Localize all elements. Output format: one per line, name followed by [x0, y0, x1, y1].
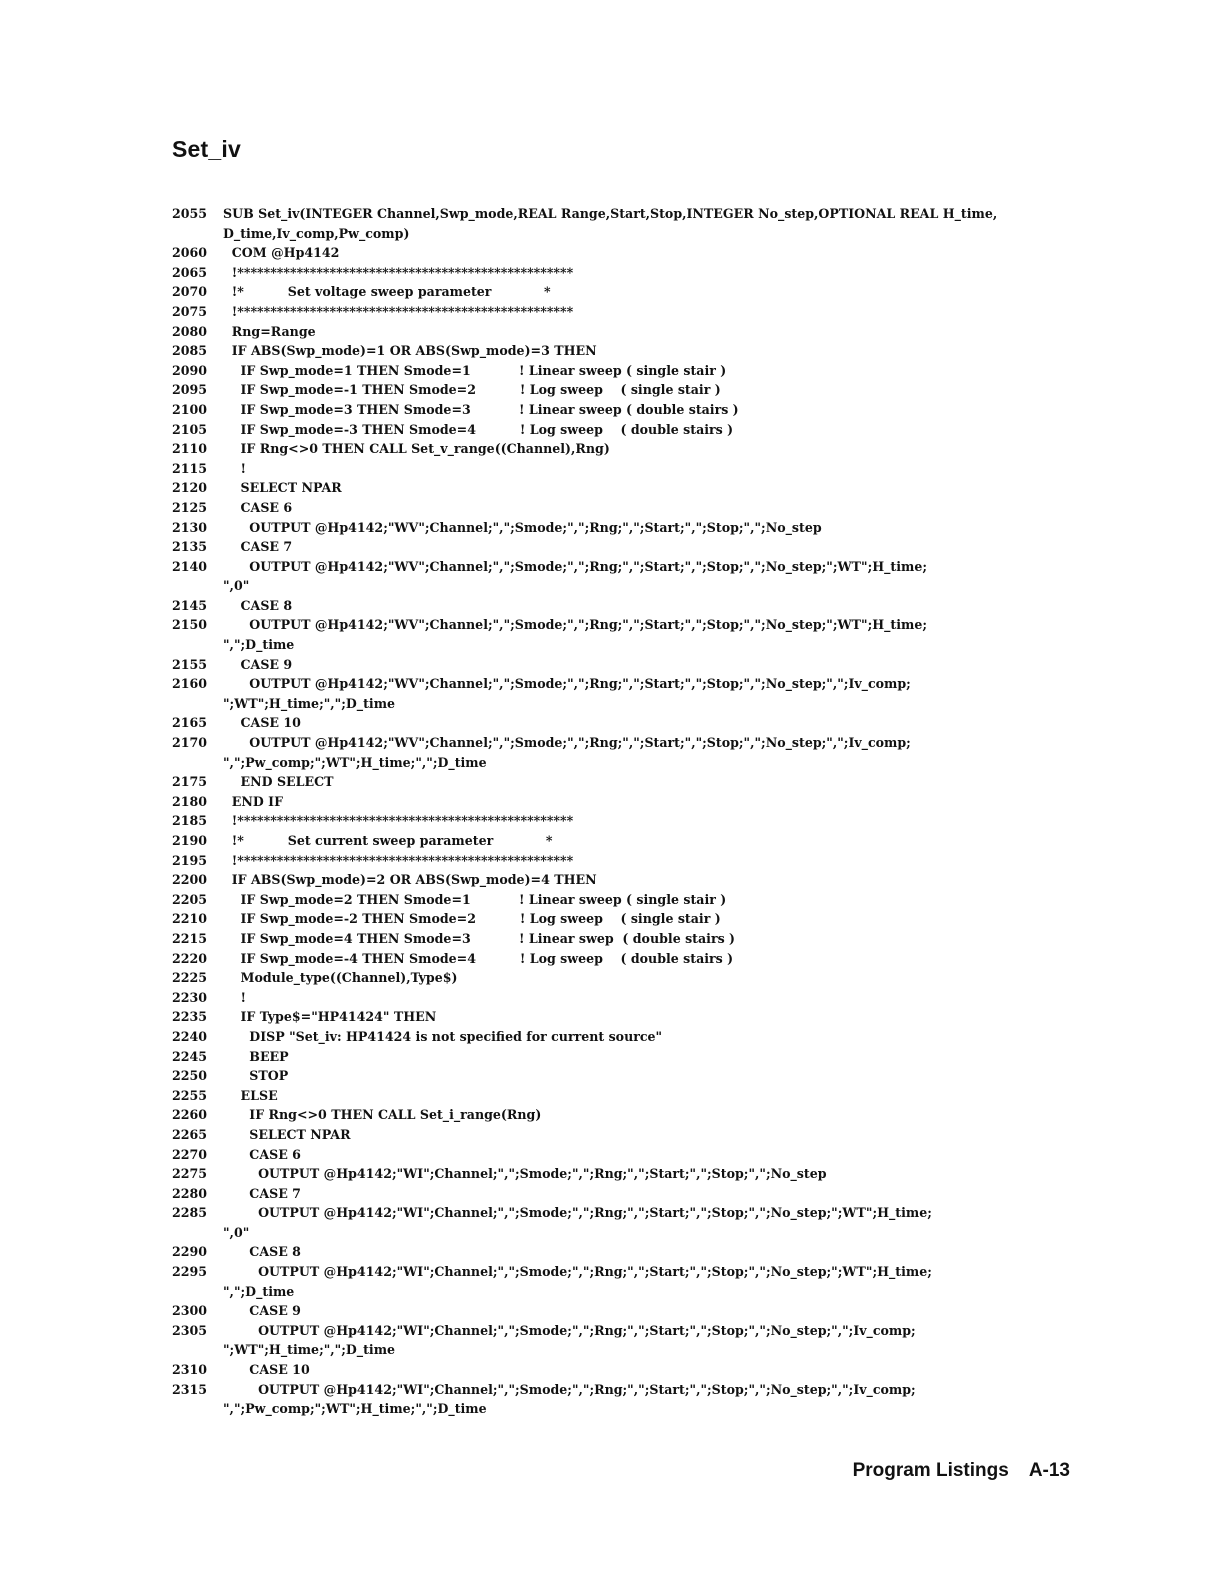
code-text: CASE 10: [223, 715, 301, 731]
code-line: [172, 909, 1052, 929]
line-number: 2310: [172, 1362, 208, 1378]
code-text: IF Swp_mode=-4 THEN Smode=4 ! Log sweep ( double stairs ): [223, 950, 734, 966]
line-number: 2200: [172, 872, 208, 888]
code-line: [172, 1125, 1052, 1145]
line-number: 2140: [172, 558, 208, 574]
line-number: 2285: [172, 1205, 208, 1221]
code-text: IF ABS(Swp_mode)=1 OR ABS(Swp_mode)=3 THEN: [223, 343, 597, 359]
code-line: [172, 635, 1052, 655]
code-line: [172, 1321, 1052, 1341]
code-line: [172, 1262, 1052, 1282]
line-number: 2155: [172, 656, 208, 672]
line-number: 2060: [172, 245, 208, 261]
code-text: ",";Pw_comp;";WT";H_time;",";D_time: [223, 754, 487, 770]
page-footer: [853, 1460, 1070, 1482]
code-text: CASE 9: [223, 1303, 301, 1319]
code-line: [172, 713, 1052, 733]
code-text: Rng=Range: [223, 323, 316, 339]
line-number: 2110: [172, 441, 208, 457]
code-text: OUTPUT @Hp4142;"WI";Channel;",";Smode;",";Rng;",";Start;",";Stop;",";No_step;";WT";H_time;: [223, 1205, 932, 1221]
code-text: CASE 6: [223, 499, 293, 515]
code-text: !: [223, 989, 247, 1005]
code-line: [172, 243, 1052, 263]
code-text: OUTPUT @Hp4142;"WI";Channel;",";Smode;",";Rng;",";Start;",";Stop;",";No_step;",";Iv_comp;: [223, 1381, 916, 1397]
code-text: CASE 10: [223, 1362, 310, 1378]
code-line: [172, 988, 1052, 1008]
code-text: OUTPUT @Hp4142;"WV";Channel;",";Smode;",";Rng;",";Start;",";Stop;",";No_step;";WT";H_time;: [223, 558, 928, 574]
code-text: ",0": [223, 1224, 250, 1240]
code-text: !* Set current sweep parameter *: [223, 833, 553, 848]
code-line: [172, 1007, 1052, 1027]
code-line: [172, 870, 1052, 890]
code-line: [172, 361, 1052, 381]
code-line: [172, 596, 1052, 616]
code-text: IF Swp_mode=-2 THEN Smode=2 ! Log sweep ( single stair ): [223, 911, 721, 927]
code-line: [172, 1145, 1052, 1165]
code-text: END IF: [223, 793, 284, 809]
page-title: Set_iv: [172, 136, 241, 162]
line-number: 2195: [172, 852, 208, 868]
program-listing: [172, 204, 1052, 1419]
line-number: 2270: [172, 1146, 208, 1162]
line-number: 2165: [172, 715, 208, 731]
line-number: 2305: [172, 1322, 208, 1338]
line-number: 2260: [172, 1107, 208, 1123]
code-line: [172, 929, 1052, 949]
code-line: [172, 1105, 1052, 1125]
code-line: [172, 1047, 1052, 1067]
code-line: [172, 890, 1052, 910]
code-line: [172, 811, 1052, 831]
line-number: 2295: [172, 1264, 208, 1280]
code-text: SELECT NPAR: [223, 1126, 351, 1142]
line-number: 2075: [172, 303, 208, 319]
line-number: 2125: [172, 499, 208, 515]
code-text: COM @Hp4142: [223, 245, 340, 261]
code-text: !***************************************************: [223, 813, 574, 829]
line-number: 2180: [172, 793, 208, 809]
code-text: CASE 7: [223, 1185, 301, 1201]
code-line: [172, 439, 1052, 459]
code-line: [172, 615, 1052, 635]
line-number: 2145: [172, 597, 208, 613]
code-line: [172, 1223, 1052, 1243]
code-line: [172, 1340, 1052, 1360]
code-line: [172, 420, 1052, 440]
code-text: DISP "Set_iv: HP41424 is not specified for current source": [223, 1028, 663, 1044]
code-line: [172, 282, 1052, 302]
line-number: 2215: [172, 930, 208, 946]
code-line: [172, 772, 1052, 792]
code-line: [172, 1086, 1052, 1106]
code-text: ";WT";H_time;",";D_time: [223, 1342, 396, 1358]
code-line: [172, 380, 1052, 400]
code-line: [172, 694, 1052, 714]
line-number: 2085: [172, 343, 208, 359]
line-number: 2150: [172, 617, 208, 633]
code-line: [172, 1301, 1052, 1321]
code-text: !* Set voltage sweep parameter *: [223, 284, 551, 300]
code-text: END SELECT: [223, 774, 334, 790]
code-line: [172, 576, 1052, 596]
code-line: [172, 1380, 1052, 1400]
code-text: D_time,Iv_comp,Pw_comp): [223, 225, 410, 241]
line-number: 2205: [172, 891, 208, 907]
code-line: [172, 400, 1052, 420]
code-text: CASE 8: [223, 597, 293, 613]
code-line: [172, 733, 1052, 753]
line-number: 2055: [172, 206, 208, 221]
code-text: SUB Set_iv(INTEGER Channel,Swp_mode,REAL Range,Start,Stop,INTEGER No_step,OPTIONAL REAL H_time,: [223, 206, 998, 221]
code-line: [172, 831, 1052, 851]
line-number: 2065: [172, 264, 208, 280]
code-text: !***************************************************: [223, 303, 574, 319]
line-number: 2095: [172, 382, 208, 398]
code-text: ",";D_time: [223, 637, 295, 653]
line-number: 2300: [172, 1303, 208, 1319]
line-number: 2100: [172, 401, 208, 417]
code-text: ",";D_time: [223, 1283, 295, 1299]
line-number: 2210: [172, 911, 208, 927]
line-number: 2220: [172, 950, 208, 966]
code-text: !***************************************************: [223, 264, 574, 280]
code-line: [172, 1066, 1052, 1086]
code-text: IF Swp_mode=4 THEN Smode=3 ! Linear swep ( double stairs ): [223, 930, 736, 946]
line-number: 2280: [172, 1185, 208, 1201]
code-line: [172, 792, 1052, 812]
code-line: [172, 204, 1052, 224]
code-line: [172, 341, 1052, 361]
code-line: [172, 968, 1052, 988]
code-line: [172, 478, 1052, 498]
code-text: OUTPUT @Hp4142;"WV";Channel;",";Smode;",";Rng;",";Start;",";Stop;",";No_step;";WT";H_time;: [223, 617, 928, 633]
line-number: 2185: [172, 813, 208, 829]
line-number: 2235: [172, 1009, 208, 1025]
code-text: OUTPUT @Hp4142;"WI";Channel;",";Smode;",";Rng;",";Start;",";Stop;",";No_step;";WT";H_time;: [223, 1264, 932, 1280]
line-number: 2175: [172, 774, 208, 790]
line-number: 2070: [172, 284, 208, 300]
code-line: [172, 851, 1052, 871]
code-text: OUTPUT @Hp4142;"WI";Channel;",";Smode;",";Rng;",";Start;",";Stop;",";No_step: [223, 1166, 827, 1182]
code-text: ";WT";H_time;",";D_time: [223, 695, 396, 711]
code-line: [172, 518, 1052, 538]
line-number: 2135: [172, 539, 208, 555]
line-number: 2115: [172, 460, 208, 476]
code-text: OUTPUT @Hp4142;"WV";Channel;",";Smode;",";Rng;",";Start;",";Stop;",";No_step: [223, 519, 822, 535]
code-text: IF Swp_mode=3 THEN Smode=3 ! Linear sweep ( double stairs ): [223, 401, 739, 417]
code-text: IF Swp_mode=-1 THEN Smode=2 ! Log sweep ( single stair ): [223, 382, 721, 398]
line-number: 2255: [172, 1087, 208, 1103]
code-line: [172, 1184, 1052, 1204]
code-text: SELECT NPAR: [223, 480, 342, 496]
code-line: [172, 655, 1052, 675]
line-number: 2225: [172, 970, 208, 986]
code-text: CASE 8: [223, 1244, 301, 1260]
code-text: IF ABS(Swp_mode)=2 OR ABS(Swp_mode)=4 THEN: [223, 872, 597, 888]
line-number: 2130: [172, 519, 208, 535]
code-line: [172, 674, 1052, 694]
code-text: STOP: [223, 1068, 289, 1084]
code-line: [172, 1164, 1052, 1184]
line-number: 2245: [172, 1048, 208, 1064]
code-text: IF Swp_mode=1 THEN Smode=1 ! Linear sweep ( single stair ): [223, 362, 727, 378]
code-text: ",";Pw_comp;";WT";H_time;",";D_time: [223, 1401, 487, 1417]
code-text: IF Swp_mode=2 THEN Smode=1 ! Linear sweep ( single stair ): [223, 891, 727, 907]
code-line: [172, 1027, 1052, 1047]
code-text: BEEP: [223, 1048, 289, 1064]
code-text: OUTPUT @Hp4142;"WV";Channel;",";Smode;",";Rng;",";Start;",";Stop;",";No_step;",";Iv_comp;: [223, 735, 911, 751]
code-line: [172, 322, 1052, 342]
code-line: [172, 1282, 1052, 1302]
code-text: IF Rng<>0 THEN CALL Set_v_range((Channel),Rng): [223, 441, 610, 457]
line-number: 2315: [172, 1381, 208, 1397]
code-text: CASE 7: [223, 539, 293, 555]
code-line: [172, 557, 1052, 577]
code-line: [172, 949, 1052, 969]
code-line: [172, 537, 1052, 557]
line-number: 2120: [172, 480, 208, 496]
code-line: [172, 224, 1052, 244]
code-text: IF Rng<>0 THEN CALL Set_i_range(Rng): [223, 1107, 542, 1123]
code-line: [172, 1242, 1052, 1262]
code-line: [172, 459, 1052, 479]
code-text: CASE 6: [223, 1146, 301, 1162]
code-text: IF Swp_mode=-3 THEN Smode=4 ! Log sweep ( double stairs ): [223, 421, 734, 437]
line-number: 2265: [172, 1126, 208, 1142]
line-number: 2230: [172, 989, 208, 1005]
line-number: 2090: [172, 362, 208, 378]
code-line: [172, 1203, 1052, 1223]
code-text: ",0": [223, 578, 250, 594]
code-line: [172, 1360, 1052, 1380]
line-number: 2250: [172, 1068, 208, 1084]
code-line: [172, 498, 1052, 518]
code-text: OUTPUT @Hp4142;"WV";Channel;",";Smode;",";Rng;",";Start;",";Stop;",";No_step;",";Iv_comp;: [223, 676, 911, 692]
code-text: IF Type$="HP41424" THEN: [223, 1009, 437, 1025]
code-line: [172, 753, 1052, 773]
line-number: 2290: [172, 1244, 208, 1260]
code-text: !: [223, 460, 247, 476]
line-number: 2160: [172, 676, 208, 692]
code-line: [172, 1399, 1052, 1419]
line-number: 2080: [172, 323, 208, 339]
code-text: CASE 9: [223, 656, 293, 672]
line-number: 2240: [172, 1028, 208, 1044]
line-number: 2275: [172, 1166, 208, 1182]
code-text: OUTPUT @Hp4142;"WI";Channel;",";Smode;",";Rng;",";Start;",";Stop;",";No_step;",";Iv_comp;: [223, 1322, 916, 1338]
page-number: A-13: [1028, 1460, 1070, 1481]
code-line: [172, 302, 1052, 322]
footer-section-title: Program Listings: [852, 1460, 1009, 1481]
line-number: 2105: [172, 421, 208, 437]
line-number: 2170: [172, 735, 208, 751]
code-line: [172, 263, 1052, 283]
code-text: ELSE: [223, 1087, 278, 1103]
code-text: Module_type((Channel),Type$): [223, 970, 458, 986]
code-text: !***************************************************: [223, 852, 574, 868]
line-number: 2190: [172, 833, 208, 848]
